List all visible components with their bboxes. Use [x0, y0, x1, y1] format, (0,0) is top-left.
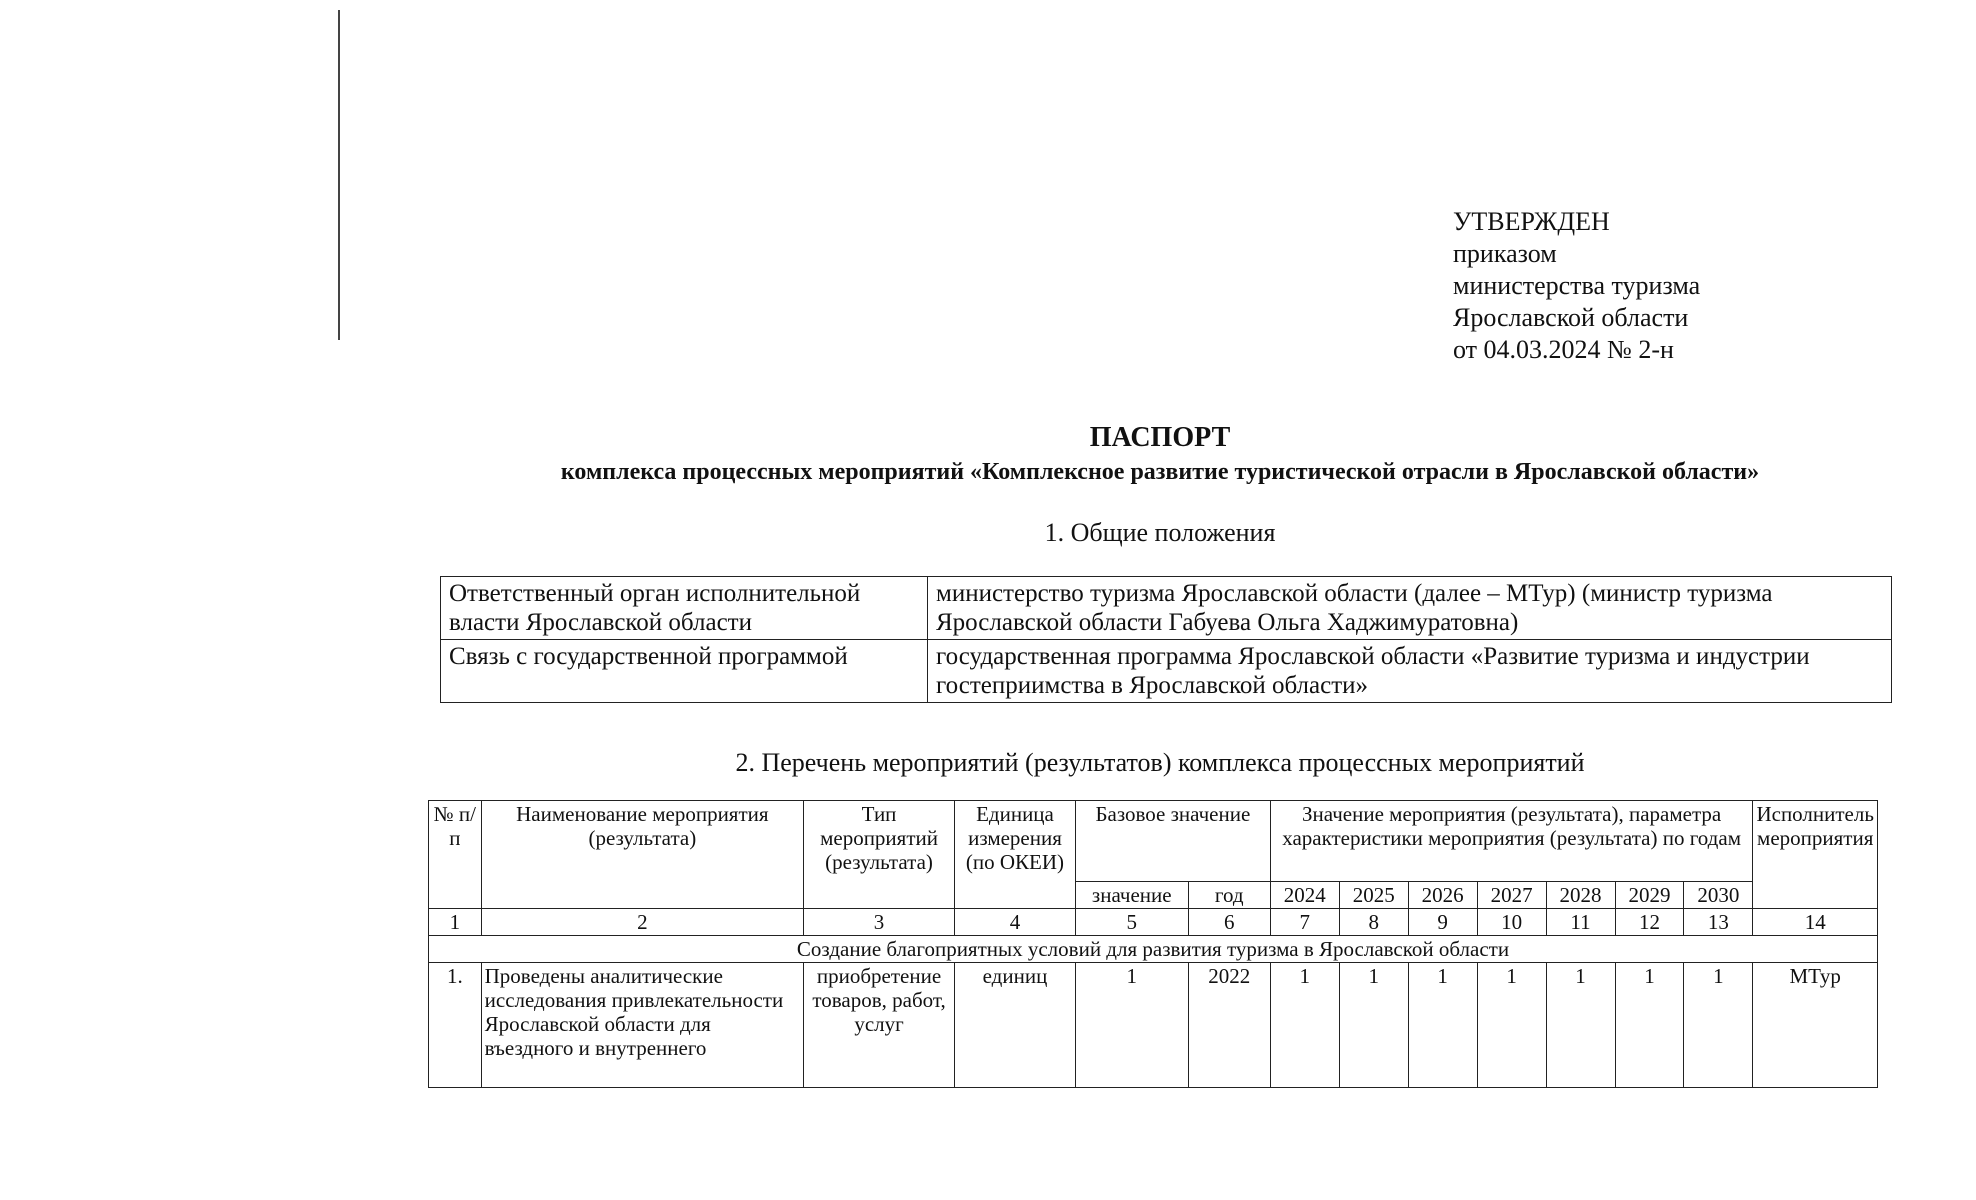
margin-line	[338, 10, 340, 340]
column-number-row	[429, 909, 1878, 936]
row-executor: МТур	[1753, 963, 1878, 1088]
header-base-value: значение	[1075, 882, 1188, 909]
header-name: Наименование мероприятия (результата)	[481, 801, 803, 909]
section1-heading: 1. Общие положения	[1044, 518, 1276, 547]
row-year-value: 1	[1477, 963, 1546, 1088]
row-name: Проведены аналитические исследования привлекательности Ярославской области для въездного и внутреннего	[481, 963, 803, 1088]
header-values: Значение мероприятия (результата), параметра характеристики мероприятия (результата) по годам	[1270, 801, 1753, 882]
header-year: 2028	[1546, 882, 1615, 909]
group-title: Создание благоприятных условий для развития туризма в Ярославской области	[429, 936, 1878, 963]
header-year: 2030	[1684, 882, 1753, 909]
header-num: № п/п	[429, 801, 482, 909]
events-table	[428, 800, 1878, 1088]
column-number: 1	[429, 909, 482, 936]
column-number: 11	[1546, 909, 1615, 936]
header-year: 2027	[1477, 882, 1546, 909]
row-base-value: 1	[1075, 963, 1188, 1088]
row-year-value: 1	[1684, 963, 1753, 1088]
column-number: 8	[1339, 909, 1408, 936]
row-type: приобретение товаров, работ, услуг	[804, 963, 955, 1088]
table-row	[429, 963, 1878, 1088]
column-number: 14	[1753, 909, 1878, 936]
group-row	[429, 936, 1878, 963]
row-num: 1.	[429, 963, 482, 1088]
section2-heading: 2. Перечень мероприятий (результатов) комплекса процессных мероприятий	[735, 748, 1585, 777]
header-year: 2025	[1339, 882, 1408, 909]
table-row	[441, 577, 1892, 640]
table-row	[441, 640, 1892, 703]
column-number: 7	[1270, 909, 1339, 936]
row-base-year: 2022	[1188, 963, 1270, 1088]
approval-stamp	[1453, 206, 1700, 366]
column-number: 13	[1684, 909, 1753, 936]
general-value: государственная программа Ярославской области «Развитие туризма и индустрии гостеприимства в Ярославской области»	[928, 640, 1892, 703]
row-unit: единиц	[955, 963, 1076, 1088]
header-unit: Единица измерения (по ОКЕИ)	[955, 801, 1076, 909]
header-year: 2029	[1615, 882, 1684, 909]
column-number: 12	[1615, 909, 1684, 936]
general-label: Связь с государственной программой	[441, 640, 928, 703]
approval-line: приказом	[1453, 239, 1557, 268]
column-number: 6	[1188, 909, 1270, 936]
approval-line: УТВЕРЖДЕН	[1453, 207, 1610, 236]
row-year-value: 1	[1408, 963, 1477, 1088]
column-number: 3	[804, 909, 955, 936]
title-main: ПАСПОРТ	[1089, 422, 1231, 453]
general-provisions-table	[440, 576, 1892, 703]
column-number: 2	[481, 909, 803, 936]
row-year-value: 1	[1615, 963, 1684, 1088]
table-header-row	[429, 801, 1878, 882]
header-base-year: год	[1188, 882, 1270, 909]
row-year-value: 1	[1270, 963, 1339, 1088]
header-executor: Исполнитель мероприятия	[1753, 801, 1878, 909]
header-year: 2026	[1408, 882, 1477, 909]
header-base: Базовое значение	[1075, 801, 1270, 882]
general-label: Ответственный орган исполнительной власти Ярославской области	[441, 577, 928, 640]
column-number: 9	[1408, 909, 1477, 936]
approval-line: министерства туризма	[1453, 271, 1701, 300]
title-subtitle: комплекса процессных мероприятий «Комплексное развитие туристической отрасли в Ярославской области»	[560, 459, 1760, 485]
general-value: министерство туризма Ярославской области (далее – МТур) (министр туризма Ярославской области Габуева Ольга Хаджимуратовна)	[928, 577, 1892, 640]
column-number: 4	[955, 909, 1076, 936]
header-type: Тип мероприятий (результата)	[804, 801, 955, 909]
column-number: 5	[1075, 909, 1188, 936]
column-number: 10	[1477, 909, 1546, 936]
header-year: 2024	[1270, 882, 1339, 909]
approval-line: от 04.03.2024 № 2-н	[1453, 335, 1674, 364]
row-year-value: 1	[1339, 963, 1408, 1088]
document-title	[420, 420, 1900, 488]
row-year-value: 1	[1546, 963, 1615, 1088]
approval-line: Ярославской области	[1453, 303, 1689, 332]
